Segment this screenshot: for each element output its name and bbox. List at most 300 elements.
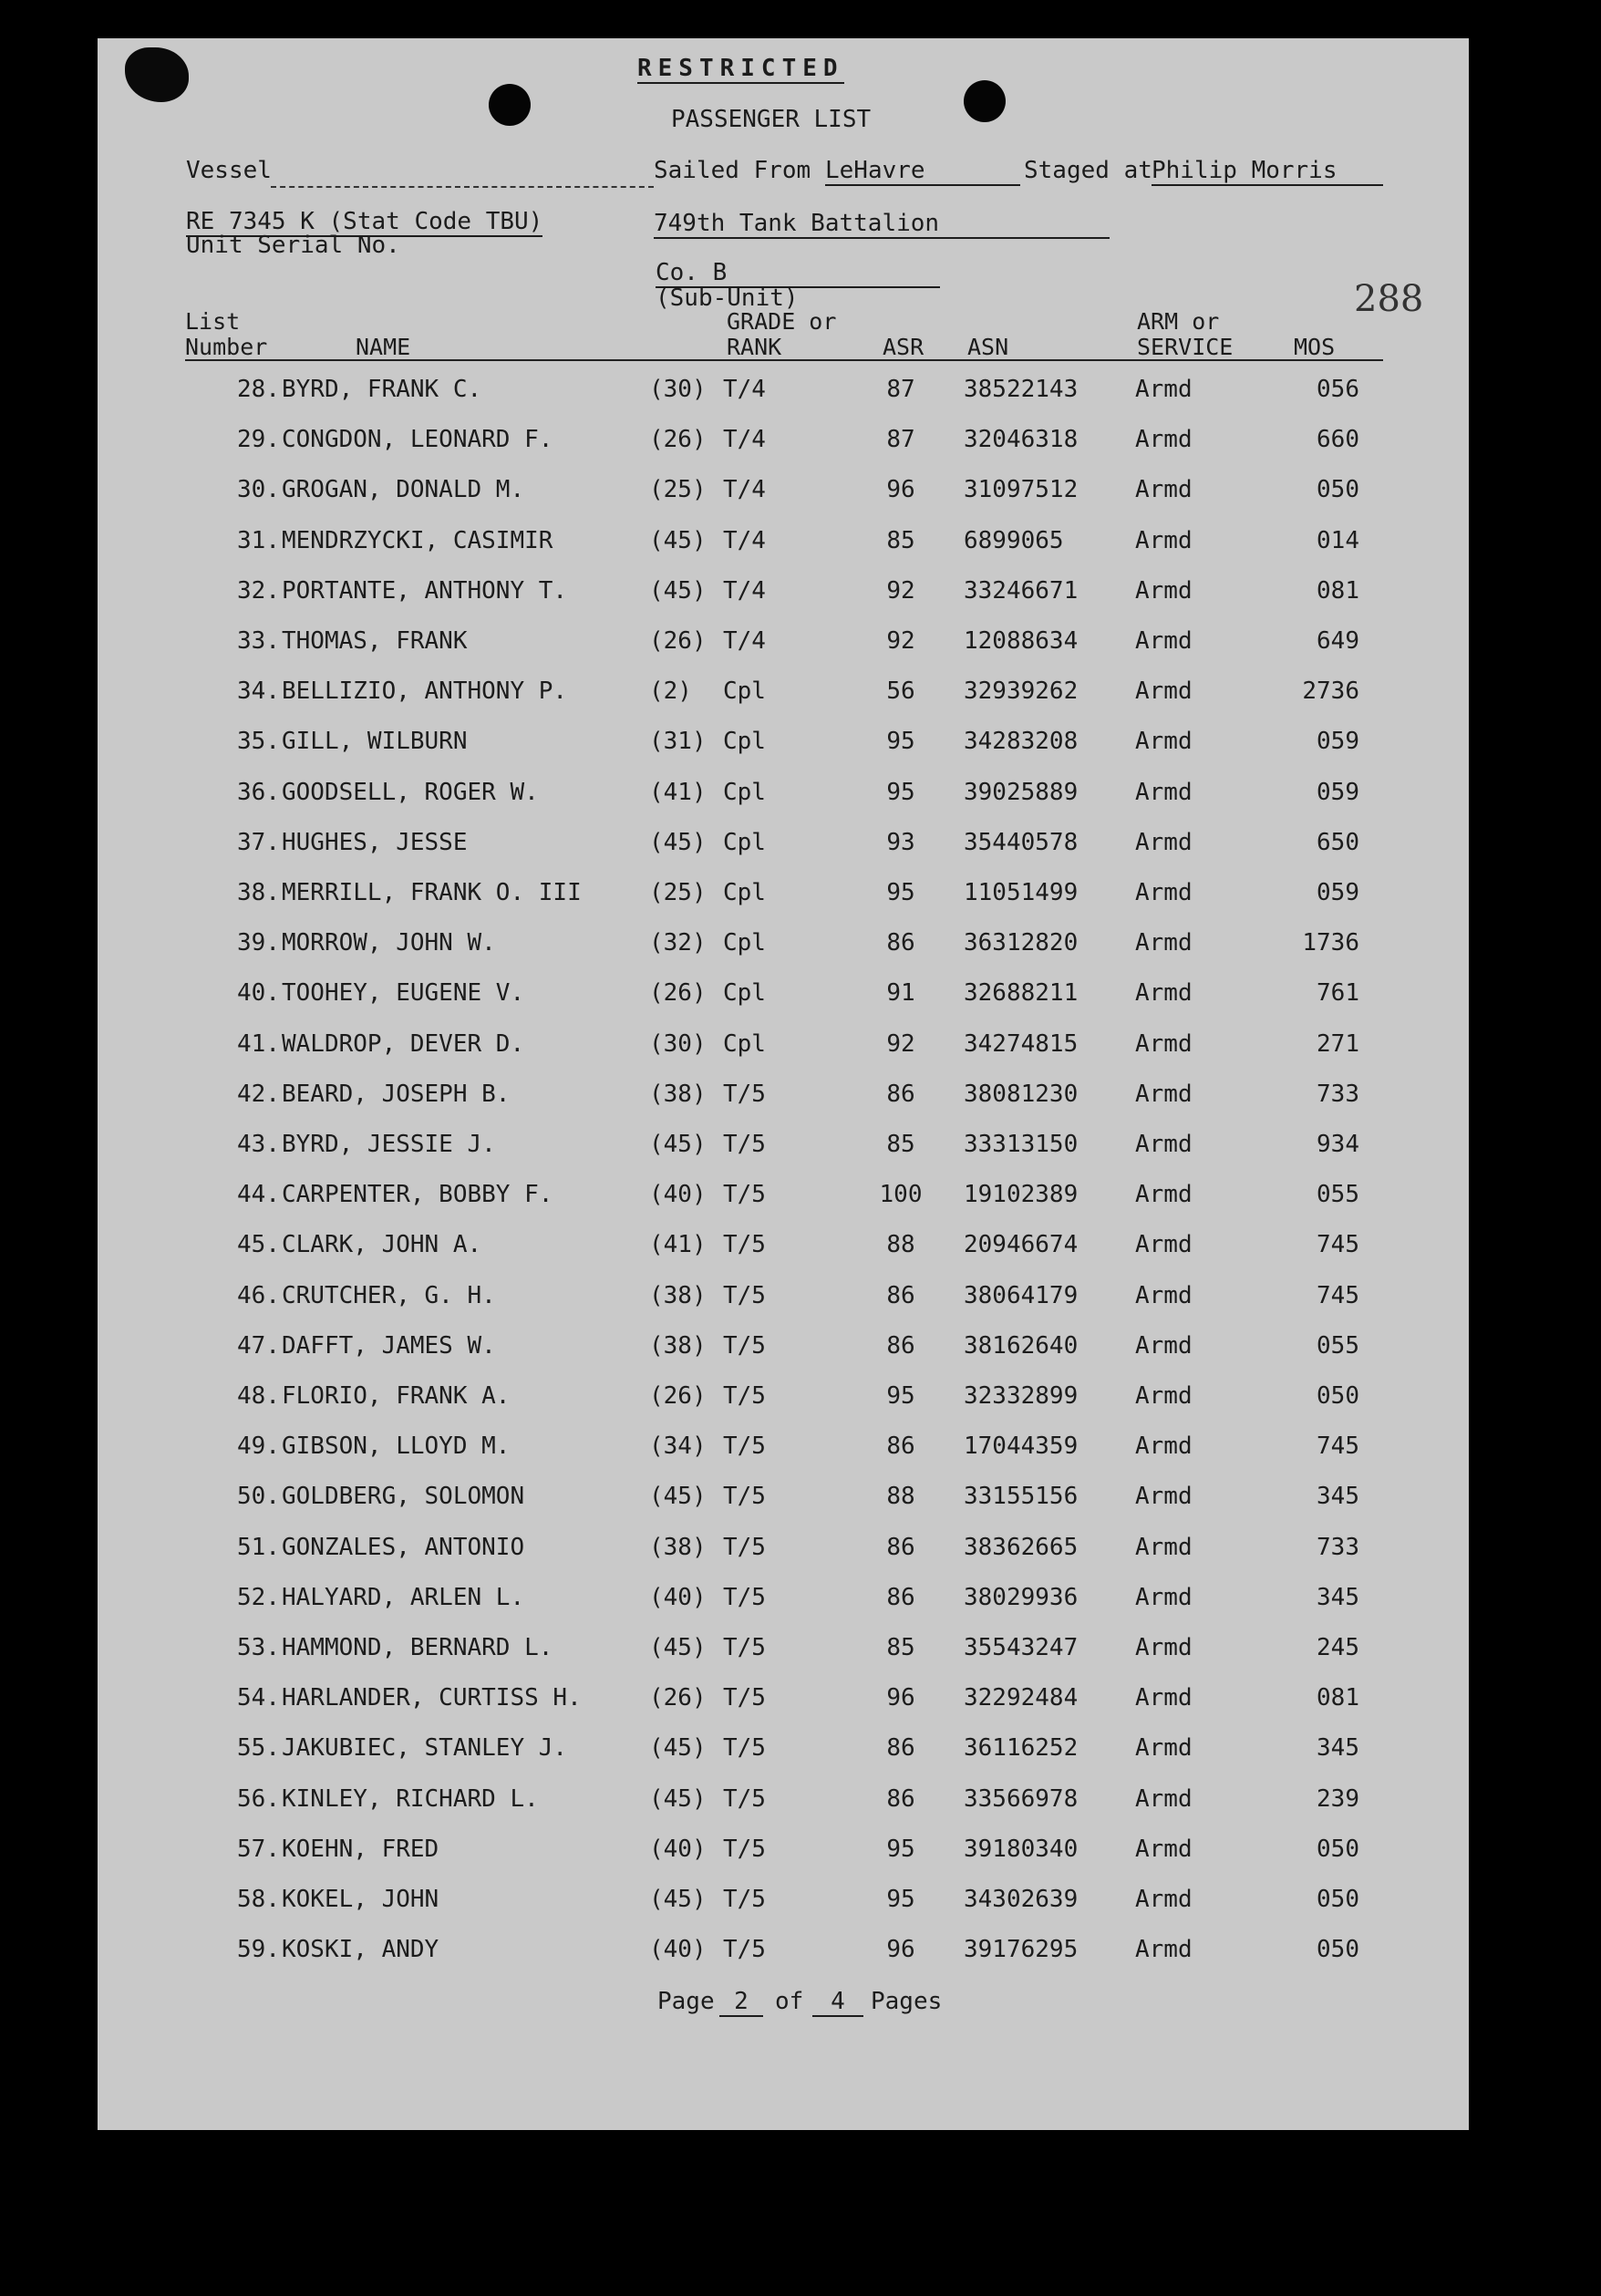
age: (38)	[649, 1080, 707, 1108]
arm-service: Armd	[1135, 1331, 1193, 1360]
asn-number: 33313150	[964, 1131, 1079, 1158]
asn-number: 34302639	[964, 1886, 1079, 1913]
staged-at-value: Philip Morris	[1152, 157, 1383, 186]
grade-rank: Cpl	[723, 1029, 766, 1058]
asr-score: 85	[886, 526, 915, 554]
asn-number: 38064179	[964, 1281, 1079, 1309]
grade-rank: Cpl	[723, 828, 766, 856]
asr-score: 96	[886, 1684, 915, 1712]
asn-number: 36312820	[964, 929, 1079, 957]
grade-rank: T/5	[723, 1634, 766, 1661]
passenger-name: GIBSON, LLOYD M.	[282, 1432, 511, 1461]
passenger-name: CRUTCHER, G. H.	[282, 1281, 496, 1309]
passenger-name: BELLIZIO, ANTHONY P.	[282, 677, 568, 706]
pages-label: Pages	[871, 1988, 943, 2015]
asr-score: 95	[886, 879, 915, 906]
asr-score: 95	[886, 778, 915, 806]
mos-code: 2736	[1302, 677, 1359, 706]
asr-score: 86	[886, 1331, 915, 1360]
table-row	[98, 929, 1469, 977]
col-asr-header: ASR	[883, 334, 924, 360]
table-row	[98, 677, 1469, 725]
asr-score: 85	[886, 1131, 915, 1158]
mos-code: 761	[1317, 979, 1359, 1008]
asr-score: 86	[886, 1784, 915, 1813]
list-number: 29.	[237, 426, 280, 454]
table-row	[98, 1282, 1469, 1329]
list-number: 33.	[237, 627, 280, 655]
mos-code: 733	[1317, 1080, 1359, 1108]
mos-code: 745	[1317, 1281, 1359, 1309]
grade-rank: T/4	[723, 526, 766, 554]
passenger-name: MORROW, JOHN W.	[282, 929, 496, 957]
asn-number: 35543247	[964, 1634, 1079, 1661]
arm-service: Armd	[1135, 728, 1193, 756]
passenger-name: KOSKI, ANDY	[282, 1936, 439, 1964]
list-number: 49.	[237, 1432, 280, 1461]
col-asn-header: ASN	[967, 334, 1009, 360]
unit-serial-label: Unit Serial No.	[186, 232, 400, 259]
arm-service: Armd	[1135, 1784, 1193, 1813]
asn-number: 32939262	[964, 677, 1079, 706]
grade-rank: T/5	[723, 1382, 766, 1410]
table-row	[98, 426, 1469, 473]
of-label: of	[775, 1988, 804, 2015]
punch-hole-right	[964, 80, 1006, 122]
mos-code: 059	[1317, 728, 1359, 756]
asn-number: 38029936	[964, 1583, 1079, 1611]
age: (41)	[649, 1231, 707, 1259]
grade-rank: T/5	[723, 1533, 766, 1561]
asn-number: 17044359	[964, 1432, 1079, 1461]
table-row	[98, 1432, 1469, 1480]
age: (45)	[649, 828, 707, 856]
passenger-name: GILL, WILBURN	[282, 728, 468, 756]
asr-score: 95	[886, 728, 915, 756]
table-row	[98, 1886, 1469, 1933]
asr-score: 95	[886, 1835, 915, 1863]
vessel-label: Vessel	[186, 157, 272, 184]
col-grade-header-bottom: RANK	[727, 334, 782, 360]
mos-code: 934	[1317, 1131, 1359, 1158]
col-name-header: NAME	[356, 334, 411, 360]
col-grade-header-top: GRADE or	[727, 308, 837, 335]
table-row	[98, 728, 1469, 775]
page-total: 4	[812, 1988, 863, 2017]
unit-name-value: 749th Tank Battalion	[654, 210, 1110, 239]
list-number: 46.	[237, 1281, 280, 1309]
grade-rank: T/5	[723, 1583, 766, 1611]
age: (45)	[649, 576, 707, 605]
age: (45)	[649, 1131, 707, 1158]
passenger-name: HAMMOND, BERNARD L.	[282, 1634, 553, 1661]
arm-service: Armd	[1135, 1835, 1193, 1863]
passenger-name: MENDRZYCKI, CASIMIR	[282, 526, 553, 554]
subunit-value: Co. B	[656, 259, 940, 288]
passenger-name: KOKEL, JOHN	[282, 1886, 439, 1913]
age: (41)	[649, 778, 707, 806]
age: (45)	[649, 1784, 707, 1813]
table-row	[98, 879, 1469, 926]
mos-code: 345	[1317, 1583, 1359, 1611]
asn-number: 32688211	[964, 979, 1079, 1008]
age: (25)	[649, 476, 707, 504]
mos-code: 050	[1317, 1382, 1359, 1410]
list-number: 52.	[237, 1583, 280, 1611]
passenger-name: GOLDBERG, SOLOMON	[282, 1483, 525, 1511]
mos-code: 733	[1317, 1533, 1359, 1561]
asr-score: 95	[886, 1886, 915, 1913]
list-number: 39.	[237, 929, 280, 957]
asn-number: 36116252	[964, 1734, 1079, 1763]
mos-code: 649	[1317, 627, 1359, 655]
table-row	[98, 1483, 1469, 1530]
asn-number: 34283208	[964, 728, 1079, 756]
mos-code: 650	[1317, 828, 1359, 856]
document-page	[98, 38, 1469, 2130]
grade-rank: T/5	[723, 1432, 766, 1461]
list-number: 47.	[237, 1331, 280, 1360]
grade-rank: T/5	[723, 1131, 766, 1158]
table-row	[98, 1936, 1469, 1983]
list-number: 51.	[237, 1533, 280, 1561]
mos-code: 055	[1317, 1331, 1359, 1360]
table-row	[98, 779, 1469, 826]
asr-score: 86	[886, 1432, 915, 1461]
mos-code: 745	[1317, 1231, 1359, 1259]
asn-number: 38081230	[964, 1080, 1079, 1108]
asr-score: 86	[886, 1583, 915, 1611]
mos-code: 055	[1317, 1181, 1359, 1209]
age: (26)	[649, 426, 707, 454]
age: (38)	[649, 1281, 707, 1309]
list-number: 45.	[237, 1231, 280, 1259]
asr-score: 86	[886, 929, 915, 957]
asr-score: 56	[886, 677, 915, 706]
asn-number: 39180340	[964, 1835, 1079, 1863]
list-number: 48.	[237, 1382, 280, 1410]
asr-score: 92	[886, 1029, 915, 1058]
asn-number: 34274815	[964, 1029, 1079, 1058]
passenger-name: JAKUBIEC, STANLEY J.	[282, 1734, 568, 1763]
grade-rank: Cpl	[723, 979, 766, 1008]
passenger-name: KOEHN, FRED	[282, 1835, 439, 1863]
mos-code: 050	[1317, 1886, 1359, 1913]
list-number: 32.	[237, 576, 280, 605]
age: (34)	[649, 1432, 707, 1461]
arm-service: Armd	[1135, 1734, 1193, 1763]
age: (40)	[649, 1936, 707, 1964]
passenger-name: GONZALES, ANTONIO	[282, 1533, 525, 1561]
grade-rank: T/4	[723, 376, 766, 403]
punch-hole-left	[489, 84, 531, 126]
asr-score: 87	[886, 426, 915, 454]
subunit-label: (Sub-Unit)	[656, 284, 799, 312]
asn-number: 38522143	[964, 376, 1079, 403]
arm-service: Armd	[1135, 778, 1193, 806]
age: (25)	[649, 879, 707, 906]
grade-rank: T/5	[723, 1231, 766, 1259]
grade-rank: T/5	[723, 1936, 766, 1964]
mos-code: 059	[1317, 778, 1359, 806]
passenger-name: BYRD, JESSIE J.	[282, 1131, 496, 1158]
sailed-from-value: LeHavre	[825, 157, 1020, 186]
table-row	[98, 1684, 1469, 1732]
grade-rank: T/5	[723, 1281, 766, 1309]
asn-number: 35440578	[964, 828, 1079, 856]
grade-rank: Cpl	[723, 929, 766, 957]
arm-service: Armd	[1135, 1029, 1193, 1058]
table-row	[98, 577, 1469, 625]
list-number: 28.	[237, 376, 280, 403]
grade-rank: Cpl	[723, 677, 766, 706]
passenger-name: KINLEY, RICHARD L.	[282, 1784, 539, 1813]
list-number: 34.	[237, 677, 280, 706]
grade-rank: T/5	[723, 1684, 766, 1712]
asr-score: 100	[879, 1181, 923, 1209]
list-number: 38.	[237, 879, 280, 906]
age: (45)	[649, 526, 707, 554]
grade-rank: T/4	[723, 476, 766, 504]
table-row	[98, 1534, 1469, 1581]
list-number: 53.	[237, 1634, 280, 1661]
col-arm-header-bottom: SERVICE	[1137, 334, 1234, 360]
age: (26)	[649, 1684, 707, 1712]
asr-score: 92	[886, 627, 915, 655]
table-row	[98, 1332, 1469, 1380]
table-row	[98, 376, 1469, 423]
grade-rank: T/5	[723, 1181, 766, 1209]
list-number: 56.	[237, 1784, 280, 1813]
asn-number: 33566978	[964, 1784, 1079, 1813]
mos-code: 345	[1317, 1483, 1359, 1511]
asr-score: 86	[886, 1281, 915, 1309]
asn-number: 32332899	[964, 1382, 1079, 1410]
age: (30)	[649, 376, 707, 403]
table-row	[98, 1734, 1469, 1782]
table-row	[98, 1836, 1469, 1883]
arm-service: Armd	[1135, 1936, 1193, 1964]
list-number: 40.	[237, 979, 280, 1008]
asr-score: 96	[886, 476, 915, 504]
age: (31)	[649, 728, 707, 756]
passenger-name: HALYARD, ARLEN L.	[282, 1583, 525, 1611]
asn-number: 11051499	[964, 879, 1079, 906]
asn-number: 38162640	[964, 1331, 1079, 1360]
passenger-name: DAFFT, JAMES W.	[282, 1331, 496, 1360]
scan-smudge	[125, 47, 189, 102]
page-label: Page	[657, 1988, 715, 2015]
asr-score: 85	[886, 1634, 915, 1661]
grade-rank: Cpl	[723, 879, 766, 906]
restricted-stamp: RESTRICTED	[637, 55, 844, 82]
asn-number: 38362665	[964, 1533, 1079, 1561]
page-stamp-number: 288	[1354, 278, 1424, 320]
grade-rank: T/5	[723, 1331, 766, 1360]
vessel-blank	[271, 186, 654, 188]
arm-service: Armd	[1135, 879, 1193, 906]
staged-at-label: Staged at	[1024, 157, 1152, 184]
arm-service: Armd	[1135, 828, 1193, 856]
passenger-name: TOOHEY, EUGENE V.	[282, 979, 525, 1008]
list-number: 50.	[237, 1483, 280, 1511]
arm-service: Armd	[1135, 476, 1193, 504]
asr-score: 88	[886, 1231, 915, 1259]
list-number: 31.	[237, 526, 280, 554]
arm-service: Armd	[1135, 1080, 1193, 1108]
mos-code: 050	[1317, 476, 1359, 504]
grade-rank: T/5	[723, 1734, 766, 1763]
age: (26)	[649, 979, 707, 1008]
sailed-from-label: Sailed From	[654, 157, 811, 184]
age: (2)	[649, 677, 692, 706]
arm-service: Armd	[1135, 1634, 1193, 1661]
mos-code: 245	[1317, 1634, 1359, 1661]
asr-score: 87	[886, 376, 915, 403]
mos-code: 050	[1317, 1936, 1359, 1964]
unit-serial-value: RE 7345 K (Stat Code TBU)	[186, 208, 543, 235]
arm-service: Armd	[1135, 1382, 1193, 1410]
grade-rank: T/4	[723, 576, 766, 605]
age: (32)	[649, 929, 707, 957]
header-rule	[185, 359, 1383, 361]
asn-number: 32292484	[964, 1684, 1079, 1712]
passenger-name: BEARD, JOSEPH B.	[282, 1080, 511, 1108]
list-number: 42.	[237, 1080, 280, 1108]
passenger-name: PORTANTE, ANTHONY T.	[282, 576, 568, 605]
arm-service: Armd	[1135, 979, 1193, 1008]
mos-code: 056	[1317, 376, 1359, 403]
list-number: 30.	[237, 476, 280, 504]
page-current: 2	[719, 1988, 763, 2017]
grade-rank: T/4	[723, 627, 766, 655]
asr-score: 96	[886, 1936, 915, 1964]
arm-service: Armd	[1135, 677, 1193, 706]
arm-service: Armd	[1135, 929, 1193, 957]
mos-code: 239	[1317, 1784, 1359, 1813]
asn-number: 39176295	[964, 1936, 1079, 1964]
asr-score: 88	[886, 1483, 915, 1511]
asn-number: 31097512	[964, 476, 1079, 504]
age: (30)	[649, 1029, 707, 1058]
grade-rank: Cpl	[723, 728, 766, 756]
age: (40)	[649, 1835, 707, 1863]
arm-service: Armd	[1135, 1432, 1193, 1461]
mos-code: 050	[1317, 1835, 1359, 1863]
table-row	[98, 1081, 1469, 1128]
passenger-name: CONGDON, LEONARD F.	[282, 426, 553, 454]
mos-code: 014	[1317, 526, 1359, 554]
list-number: 57.	[237, 1835, 280, 1863]
list-number: 55.	[237, 1734, 280, 1763]
asr-score: 86	[886, 1734, 915, 1763]
mos-code: 059	[1317, 879, 1359, 906]
table-row	[98, 1030, 1469, 1078]
table-row	[98, 527, 1469, 574]
age: (40)	[649, 1181, 707, 1209]
mos-code: 660	[1317, 426, 1359, 454]
grade-rank: T/5	[723, 1483, 766, 1511]
col-list-label-top: List	[185, 308, 241, 335]
arm-service: Armd	[1135, 1886, 1193, 1913]
asn-number: 33246671	[964, 576, 1079, 605]
passenger-name: GROGAN, DONALD M.	[282, 476, 525, 504]
arm-service: Armd	[1135, 376, 1193, 403]
mos-code: 271	[1317, 1029, 1359, 1058]
mos-code: 081	[1317, 576, 1359, 605]
arm-service: Armd	[1135, 1281, 1193, 1309]
table-row	[98, 627, 1469, 675]
list-number: 43.	[237, 1131, 280, 1158]
passenger-name: MERRILL, FRANK O. III	[282, 879, 582, 906]
table-row	[98, 476, 1469, 523]
table-row	[98, 1785, 1469, 1833]
passenger-name: CLARK, JOHN A.	[282, 1231, 482, 1259]
table-row	[98, 1634, 1469, 1681]
age: (26)	[649, 1382, 707, 1410]
list-number: 59.	[237, 1936, 280, 1964]
mos-code: 081	[1317, 1684, 1359, 1712]
grade-rank: T/5	[723, 1784, 766, 1813]
passenger-name: HARLANDER, CURTISS H.	[282, 1684, 582, 1712]
arm-service: Armd	[1135, 1231, 1193, 1259]
passenger-name: CARPENTER, BOBBY F.	[282, 1181, 553, 1209]
list-number: 36.	[237, 778, 280, 806]
asr-score: 86	[886, 1080, 915, 1108]
table-row	[98, 1584, 1469, 1631]
passenger-name: FLORIO, FRANK A.	[282, 1382, 511, 1410]
col-arm-header-top: ARM or	[1137, 308, 1220, 335]
arm-service: Armd	[1135, 526, 1193, 554]
list-number: 41.	[237, 1029, 280, 1058]
col-mos-header: MOS	[1294, 334, 1336, 360]
asr-score: 93	[886, 828, 915, 856]
col-list-label-bottom: Number	[185, 334, 268, 360]
asn-number: 6899065	[964, 526, 1064, 554]
passenger-name: HUGHES, JESSE	[282, 828, 468, 856]
passenger-name: THOMAS, FRANK	[282, 627, 468, 655]
age: (26)	[649, 627, 707, 655]
document-title: PASSENGER LIST	[671, 106, 872, 133]
arm-service: Armd	[1135, 426, 1193, 454]
list-number: 37.	[237, 828, 280, 856]
asr-score: 92	[886, 576, 915, 605]
asr-score: 91	[886, 979, 915, 1008]
age: (45)	[649, 1734, 707, 1763]
list-number: 44.	[237, 1181, 280, 1209]
mos-code: 1736	[1302, 929, 1359, 957]
table-row	[98, 1231, 1469, 1278]
asn-number: 39025889	[964, 778, 1079, 806]
age: (45)	[649, 1634, 707, 1661]
asn-number: 20946674	[964, 1231, 1079, 1259]
arm-service: Armd	[1135, 1684, 1193, 1712]
passenger-name: WALDROP, DEVER D.	[282, 1029, 525, 1058]
passenger-name: BYRD, FRANK C.	[282, 376, 482, 403]
arm-service: Armd	[1135, 1583, 1193, 1611]
list-number: 54.	[237, 1684, 280, 1712]
age: (38)	[649, 1533, 707, 1561]
arm-service: Armd	[1135, 1181, 1193, 1209]
asn-number: 33155156	[964, 1483, 1079, 1511]
grade-rank: T/4	[723, 426, 766, 454]
list-number: 35.	[237, 728, 280, 756]
mos-code: 745	[1317, 1432, 1359, 1461]
arm-service: Armd	[1135, 1533, 1193, 1561]
grade-rank: T/5	[723, 1835, 766, 1863]
age: (40)	[649, 1583, 707, 1611]
arm-service: Armd	[1135, 627, 1193, 655]
